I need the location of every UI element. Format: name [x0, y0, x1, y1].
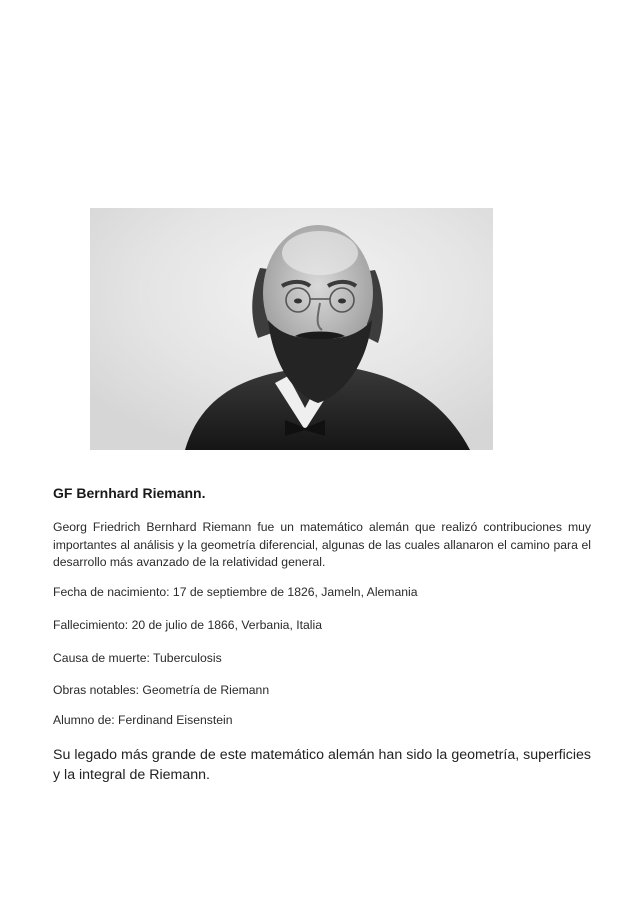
- fact-notable-works: Obras notables: Geometría de Riemann: [53, 683, 270, 697]
- portrait-engraving: [90, 208, 493, 450]
- fact-student-of: Alumno de: Ferdinand Eisenstein: [53, 713, 233, 727]
- fact-death: Fallecimiento: 20 de julio de 1866, Verbania, Italia: [53, 618, 322, 632]
- page-title: GF Bernhard Riemann.: [53, 485, 206, 501]
- intro-paragraph: Georg Friedrich Bernhard Riemann fue un matemático alemán que realizó contribuciones muy importantes al análisis y la geometría diferencial, algunas de las cuales allanaron el camino para el desarrollo más avanzado de la relatividad general.: [53, 520, 591, 569]
- fact-cause-of-death: Causa de muerte: Tuberculosis: [53, 651, 222, 665]
- fact-birth: Fecha de nacimiento: 17 de septiembre de 1826, Jameln, Alemania: [53, 585, 418, 599]
- portrait-image: [90, 208, 493, 450]
- legacy-paragraph: Su legado más grande de este matemático alemán han sido la geometría, superficies y la integral de Riemann.: [53, 747, 591, 783]
